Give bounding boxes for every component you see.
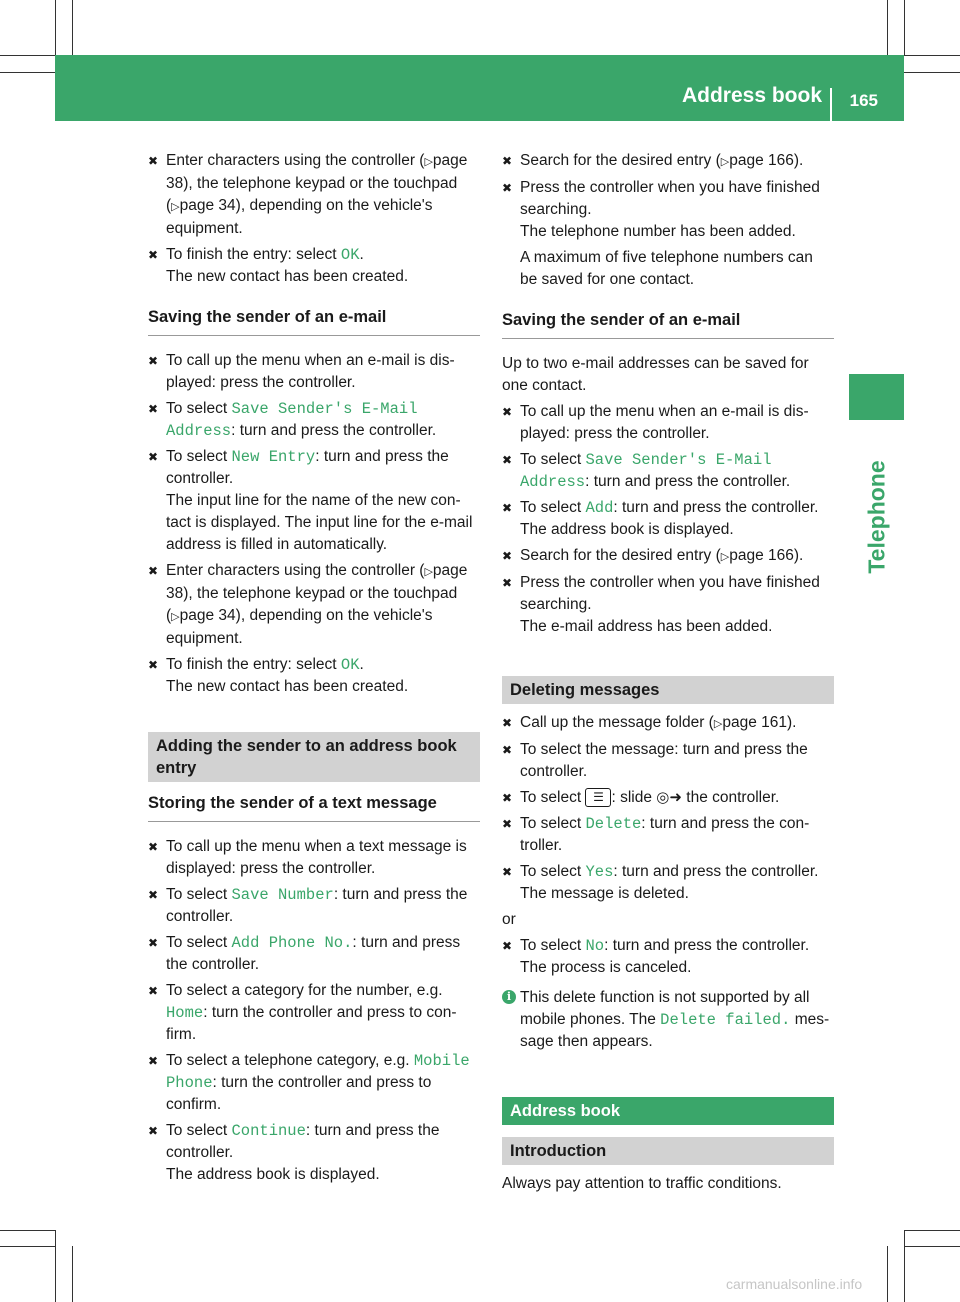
step-arrow-icon: ✖: [502, 453, 513, 467]
menu-item-new-entry: New Entry: [231, 448, 316, 466]
menu-item-save-number: Save Number: [231, 886, 334, 904]
list-item: ✖ Press the controller when you have finished searching. The e-mail address has been added.: [502, 574, 820, 635]
menu-item-save-sender: Save Sender's E-Mail Address: [166, 400, 418, 440]
section-label: Telephone: [863, 460, 890, 574]
crop-mark: [72, 1246, 73, 1302]
step-arrow-icon: ✖: [148, 450, 159, 464]
step-arrow-icon: ✖: [148, 936, 159, 950]
page-number: 165: [849, 91, 878, 110]
step-arrow-icon: ✖: [502, 501, 513, 515]
list-item: ✖ Search for the desired entry (▷page 166).: [502, 150, 834, 173]
step-arrow-icon: ✖: [502, 865, 513, 879]
step-arrow-icon: ✖: [148, 564, 159, 578]
menu-item-continue: Continue: [231, 1122, 306, 1140]
section-banner: Adding the sender to an address book entry: [148, 732, 480, 782]
list-item: ✖ To finish the entry: select OK. The new contact has been created.: [148, 656, 409, 695]
page-title: Address book: [681, 84, 822, 107]
step-arrow-icon: ✖: [502, 549, 513, 563]
menu-item-ok: OK: [340, 656, 360, 674]
crop-mark: [55, 1230, 56, 1302]
step-arrow-icon: ✖: [502, 743, 513, 757]
left-column: [148, 150, 480, 1190]
list-item: ✖ To call up the menu when an e-mail is dis-played: press the controller.: [502, 403, 809, 442]
controller-slide-right-icon: ◎➜: [656, 789, 682, 806]
list-item: ✖ Press the controller when you have finished searching. The telephone number has been added. A maximum of five telephone numbers can be saved for one contact.: [502, 179, 820, 288]
list-item: ✖ To select Add: turn and press the controller. The address book is displayed.: [502, 499, 819, 538]
step-arrow-icon: ✖: [502, 181, 513, 195]
step-arrow-icon: ✖: [148, 1124, 159, 1138]
message-delete-failed: Delete failed.: [660, 1011, 791, 1029]
step-arrow-icon: ✖: [148, 402, 159, 416]
list-item: ✖ To select the message: turn and press the controller.: [502, 741, 808, 780]
crop-mark: [904, 1230, 905, 1302]
crop-mark: [0, 55, 55, 56]
section-tab: [849, 374, 904, 420]
crop-mark: [887, 0, 888, 55]
crop-mark: [904, 0, 905, 55]
menu-item-add: Add: [585, 499, 614, 517]
menu-item-delete: Delete: [585, 815, 642, 833]
page-ref-icon: ▷: [720, 551, 730, 563]
crop-mark: [0, 72, 55, 73]
step-arrow-icon: ✖: [502, 817, 513, 831]
step-arrow-icon: ✖: [502, 405, 513, 419]
crop-mark: [0, 1230, 55, 1231]
page-ref-icon: ▷: [720, 156, 730, 168]
section-banner: Address book: [502, 1097, 834, 1125]
page-ref-icon: ▷: [171, 201, 180, 213]
step-arrow-icon: ✖: [148, 248, 159, 262]
crop-mark: [887, 1246, 888, 1302]
section-banner: Deleting messages: [502, 676, 834, 704]
crop-mark: [55, 0, 56, 55]
info-note: i This delete function is not supported by all mobile phones. The Delete failed. mes-sage then appears.: [502, 987, 834, 1053]
list-item: ✖ To finish the entry: select OK. The new contact has been created.: [148, 246, 409, 285]
step-arrow-icon: ✖: [148, 888, 159, 902]
paragraph: Up to two e-mail addresses can be saved for one contact.: [502, 355, 809, 394]
section-heading: Saving the sender of an e-mail: [148, 306, 480, 336]
step-arrow-icon: ✖: [148, 984, 159, 998]
section-banner: Introduction: [502, 1137, 834, 1165]
watermark: carmanualsonline.info: [726, 1276, 863, 1292]
list-item: ✖ To select No: turn and press the controller. The process is canceled.: [502, 937, 810, 976]
header-divider: [830, 88, 832, 121]
step-arrow-icon: ✖: [148, 840, 159, 854]
menu-item-yes: Yes: [585, 863, 614, 881]
crop-mark: [904, 1230, 960, 1231]
step-arrow-icon: ✖: [502, 154, 513, 168]
menu-item-add-phone: Add Phone No.: [231, 934, 353, 952]
section-heading: Saving the sender of an e-mail: [502, 309, 834, 339]
menu-item-ok: OK: [340, 246, 360, 264]
list-item: ✖ To select Yes: turn and press the controller. The message is deleted.: [502, 863, 819, 902]
step-arrow-icon: ✖: [502, 716, 513, 730]
list-item: ✖ To select Delete: turn and press the con-troller.: [502, 815, 810, 854]
step-arrow-icon: ✖: [148, 658, 159, 672]
list-item: ✖ Search for the desired entry (▷page 166).: [502, 545, 834, 568]
crop-mark: [72, 0, 73, 55]
crop-mark: [904, 55, 960, 56]
list-item: ✖ To select Continue: turn and press the controller. The address book is displayed.: [148, 1122, 440, 1183]
list-item: ✖ Enter characters using the controller (▷page 38), the telephone keypad or the touchpad (▷page 34), depending on the vehicle's equipment.: [148, 562, 468, 647]
menu-item-save-sender: Save Sender's E-Mail Address: [520, 451, 772, 491]
list-item: ✖ To select Save Sender's E-Mail Address: turn and press the controller.: [502, 451, 791, 491]
crop-mark: [0, 1246, 55, 1247]
paragraph: or: [502, 911, 516, 928]
step-arrow-icon: ✖: [502, 791, 513, 805]
list-item: ✖ Enter characters using the controller (▷page 38), the telephone keypad or the touchpad (▷page 34), depending on the vehicle's equipment.: [148, 152, 468, 237]
step-arrow-icon: ✖: [148, 1054, 159, 1068]
step-arrow-icon: ✖: [148, 154, 159, 168]
page-ref-icon: ▷: [713, 718, 723, 730]
step-arrow-icon: ✖: [148, 354, 159, 368]
list-item: ✖ To select ☰ : slide ◎➜ the controller.: [502, 787, 834, 809]
list-item: ✖ To call up the menu when an e-mail is dis-played: press the controller.: [148, 352, 455, 391]
menu-item-no: No: [585, 937, 605, 955]
page-ref-icon: ▷: [424, 566, 433, 578]
list-item: ✖ To select Save Number: turn and press the controller.: [148, 886, 468, 925]
list-item: ✖ To call up the menu when a text message is displayed: press the controller.: [148, 838, 467, 877]
menu-symbol-icon: ☰: [585, 788, 611, 807]
step-arrow-icon: ✖: [502, 576, 513, 590]
page-header: [55, 55, 904, 121]
section-heading: Storing the sender of a text message: [148, 792, 480, 822]
list-item: ✖ To select a category for the number, e.g. Home: turn the controller and press to con-firm.: [148, 982, 457, 1043]
list-item: ✖ To select Save Sender's E-Mail Address: turn and press the controller.: [148, 400, 437, 440]
menu-item-mobile-phone: Mobile Phone: [166, 1052, 470, 1092]
step-arrow-icon: ✖: [502, 939, 513, 953]
info-icon: i: [502, 990, 516, 1004]
paragraph: Always pay attention to traffic conditions.: [502, 1175, 782, 1192]
page-ref-icon: ▷: [171, 611, 180, 623]
list-item: ✖ To select a telephone category, e.g. Mobile Phone: turn the controller and press to confirm.: [148, 1052, 470, 1113]
crop-mark: [904, 72, 960, 73]
crop-mark: [904, 1246, 960, 1247]
right-column: [502, 150, 834, 1199]
list-item: ✖ To select New Entry: turn and press the controller. The input line for the name of the new con-tact is displayed. The input line for the e-mail address is filled in automatically.: [148, 448, 473, 553]
menu-item-home: Home: [166, 1004, 204, 1022]
list-item: ✖ Call up the message folder (▷page 161).: [502, 712, 834, 735]
list-item: ✖ To select Add Phone No.: turn and press the controller.: [148, 934, 461, 973]
page-ref-icon: ▷: [424, 156, 433, 168]
